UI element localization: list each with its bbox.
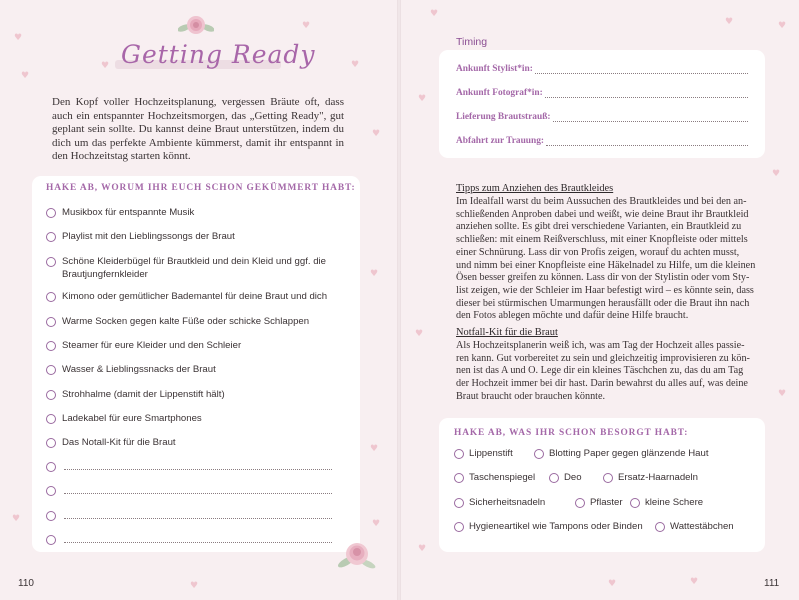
- heart-icon: ♥: [101, 61, 110, 71]
- notfall-text-line: Braut braucht oder brauchen könnte.: [456, 390, 606, 402]
- intro-paragraph: Den Kopf voller Hochzeitsplanung, vergessen Bräute oft, dass auch ein entspannter Hochzeitsmorgen, das „Getting Ready", gut geplant sein sollte. Du kannst deine Braut unterstützen, indem du dich um das perfekte Ambiente kümmerst, damit ihr entspannt in den Hochzeitstag starten könnt.: [52, 96, 344, 163]
- timing-row-label: Lieferung Brautstrauß:: [456, 112, 551, 122]
- heart-icon: ♥: [690, 577, 699, 587]
- tips-text-line: anziehen sollte. Es gibt drei verschiedene Varianten, ein Brautkleid zu: [456, 221, 742, 233]
- tips-text-line: und nimm bei einer Knopfleiste eine Häkelnadel zu Hilfe, um die kleinen: [456, 259, 756, 271]
- peony-icon: [338, 538, 376, 572]
- timing-row-label: Ankunft Stylist*in:: [456, 64, 533, 74]
- notfall-text-line: ren kann. Gut vorbereitet zu sein und gleichzeitig improvisieren zu kön-: [456, 352, 750, 364]
- page-number-left: 110: [18, 578, 34, 589]
- tips-text-line: den Fotos ablegen möchte und dafür deine Hilfe braucht.: [456, 310, 689, 322]
- checkbox-circle[interactable]: [46, 535, 56, 545]
- heart-icon: ♥: [14, 33, 23, 43]
- checkbox-circle[interactable]: [46, 438, 56, 448]
- checklist-item: Steamer für eure Kleider und den Schleier: [62, 340, 242, 351]
- supply-item: kleine Schere: [645, 497, 704, 508]
- tips-text-line: einer Schnürung. Lass dir von Profis zeigen, worauf du achten musst,: [456, 246, 740, 258]
- heart-icon: ♥: [372, 129, 381, 139]
- page-title: Getting Ready: [121, 40, 316, 69]
- checklist-title: HAKE AB, WORUM IHR EUCH SCHON GEKÜMMERT HABT:: [46, 183, 356, 193]
- supply-item: Ersatz-Haarnadeln: [618, 472, 698, 483]
- heart-icon: ♥: [190, 581, 199, 591]
- tips-text-line: list zeigen, wie der Schleier im Haar befestigt wird – es könnte sein, dass: [456, 284, 754, 296]
- checkbox-circle[interactable]: [46, 292, 56, 302]
- heart-icon: ♥: [418, 544, 427, 554]
- checkbox-circle[interactable]: [46, 317, 56, 327]
- checkbox-circle[interactable]: [46, 232, 56, 242]
- checklist-item: Kimono oder gemütlicher Bademantel für deine Braut und dich: [62, 291, 328, 302]
- supply-item: Sicherheitsnadeln: [469, 497, 546, 508]
- heart-icon: ♥: [772, 169, 781, 179]
- checkbox-circle[interactable]: [46, 486, 56, 496]
- checkbox-circle[interactable]: [575, 498, 585, 508]
- checkbox-circle[interactable]: [534, 449, 544, 459]
- checklist-item: Warme Socken gegen kalte Füße oder schicke Schlappen: [62, 316, 310, 327]
- checkbox-circle[interactable]: [454, 449, 464, 459]
- timing-title: Timing: [456, 36, 488, 48]
- checkbox-circle[interactable]: [46, 414, 56, 424]
- heart-icon: ♥: [608, 579, 617, 589]
- blank-line[interactable]: [64, 469, 332, 470]
- notfall-heading: Notfall-Kit für die Braut: [456, 327, 558, 338]
- checklist-item: Ladekabel für eure Smartphones: [62, 413, 202, 424]
- timing-blank-line[interactable]: [545, 97, 748, 98]
- timing-blank-line[interactable]: [546, 145, 748, 146]
- checkbox-circle[interactable]: [46, 208, 56, 218]
- rose-icon: [178, 12, 214, 38]
- blank-line[interactable]: [64, 518, 332, 519]
- timing-blank-line[interactable]: [535, 73, 748, 74]
- checklist-item: Strohhalme (damit der Lippenstift hält): [62, 389, 225, 400]
- checkbox-circle[interactable]: [46, 462, 56, 472]
- checkbox-circle[interactable]: [454, 473, 464, 483]
- timing-row-label: Abfahrt zur Trauung:: [456, 136, 545, 146]
- tips-text-line: Im Idealfall warst du beim Aussuchen des Brautkleides und bei den an-: [456, 196, 747, 207]
- notfall-text-line: nen ist das A und O. Lege dir ein kleines Täschchen zu, das du am Tag: [456, 365, 744, 377]
- checkbox-circle[interactable]: [46, 257, 56, 267]
- timing-blank-line[interactable]: [553, 121, 748, 122]
- heart-icon: ♥: [430, 9, 439, 19]
- checkbox-circle[interactable]: [454, 522, 464, 532]
- heart-icon: ♥: [302, 21, 311, 31]
- checkbox-circle[interactable]: [603, 473, 613, 483]
- checkbox-circle[interactable]: [46, 511, 56, 521]
- notfall-text-line: Als Hochzeitsplanerin weiß ich, was am Tag der Hochzeit alles passie-: [456, 340, 745, 351]
- heart-icon: ♥: [12, 514, 21, 524]
- heart-icon: ♥: [372, 519, 381, 529]
- checkbox-circle[interactable]: [46, 341, 56, 351]
- checklist-item: Schöne Kleiderbügel für Brautkleid und dein Kleid und ggf. die Brautjungfernkleider: [62, 256, 327, 280]
- checkbox-circle[interactable]: [46, 390, 56, 400]
- supply-item: Deo: [564, 472, 582, 483]
- heart-icon: ♥: [21, 71, 30, 81]
- heart-icon: ♥: [418, 94, 427, 104]
- checkbox-circle[interactable]: [655, 522, 665, 532]
- timing-row-label: Ankunft Fotograf*in:: [456, 88, 543, 98]
- blank-line[interactable]: [64, 493, 332, 494]
- blank-line[interactable]: [64, 542, 332, 543]
- heart-icon: ♥: [415, 329, 424, 339]
- tips-heading: Tipps zum Anziehen des Brautkleides: [456, 183, 614, 194]
- checklist-item: Playlist mit den Lieblingssongs der Braut: [62, 231, 235, 242]
- tips-text-line: schließenden Anproben dabei und weißt, wie deine Braut ihr Brautkleid: [456, 208, 749, 220]
- supply-item: Lippenstift: [469, 448, 513, 459]
- heart-icon: ♥: [370, 269, 379, 279]
- heart-icon: ♥: [778, 389, 787, 399]
- supply-item: Wattestäbchen: [670, 521, 734, 532]
- tips-text-line: schließen: mit einem Reißverschluss, mit einer Knopfleiste oder mittels: [456, 234, 748, 246]
- supply-item: Taschenspiegel: [469, 472, 536, 483]
- checkbox-circle[interactable]: [46, 365, 56, 375]
- supply-item: Blotting Paper gegen glänzende Haut: [549, 448, 709, 459]
- heart-icon: ♥: [778, 21, 787, 31]
- checkbox-circle[interactable]: [630, 498, 640, 508]
- tips-text-line: Ösen besser greifen zu können. Lass dir von der Stylistin oder vom Sty-: [456, 272, 750, 284]
- checkbox-circle[interactable]: [549, 473, 559, 483]
- page-number-right: 111: [764, 578, 780, 589]
- heart-icon: ♥: [725, 17, 734, 27]
- supply-item: Hygieneartikel wie Tampons oder Binden: [469, 521, 643, 532]
- checkbox-circle[interactable]: [454, 498, 464, 508]
- checklist-item: Wasser & Lieblingssnacks der Braut: [62, 364, 216, 375]
- notfall-text-line: der Hochzeit immer bei dir hast. Darin bewahrst du alles auf, was deine: [456, 378, 748, 390]
- tips-text-line: dieser bei stürmischen Umarmungen herausfällt oder die Braut ihn nach: [456, 297, 750, 309]
- heart-icon: ♥: [351, 60, 360, 70]
- supplies-title: HAKE AB, WAS IHR SCHON BESORGT HABT:: [454, 428, 689, 438]
- checklist-item: Das Notall-Kit für die Braut: [62, 437, 176, 448]
- supply-item: Pflaster: [590, 497, 623, 508]
- checklist-item: Musikbox für entspannte Musik: [62, 207, 195, 218]
- title-block: [115, 40, 316, 76]
- heart-icon: ♥: [370, 444, 379, 454]
